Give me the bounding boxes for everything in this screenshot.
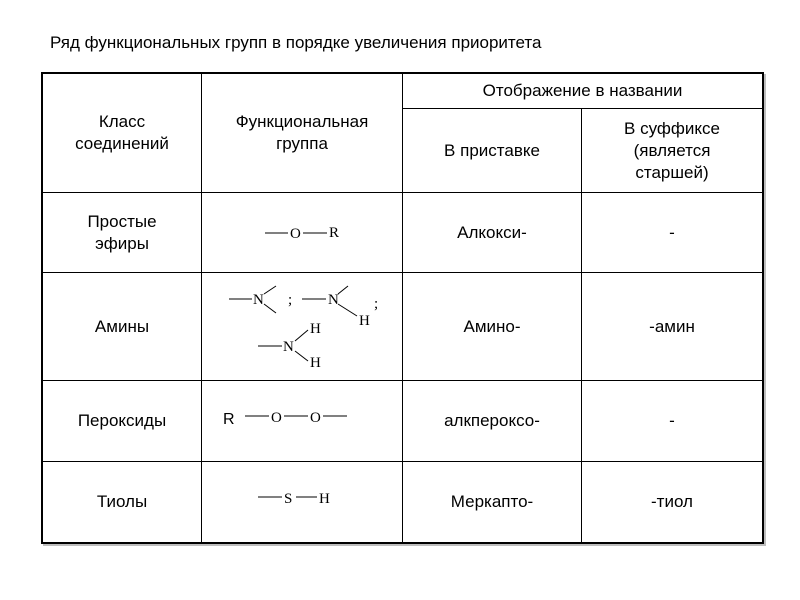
amine-separator: ; — [374, 296, 379, 312]
suffix-text: - — [669, 411, 675, 430]
class-line2: эфиры — [95, 233, 149, 253]
class-line1: Тиолы — [96, 492, 148, 511]
class-line1: Пероксиды — [77, 411, 167, 430]
row-ethers-suffix — [582, 193, 762, 272]
peroxide-oxygen-1: O — [271, 410, 282, 426]
header-class-line1: Класс — [98, 112, 146, 131]
header-suffix-line1: В суффиксе — [624, 118, 720, 138]
header-group-line2: группа — [276, 134, 328, 153]
row-peroxides-class — [43, 381, 201, 461]
suffix-text: - — [669, 222, 675, 242]
header-suffix — [582, 109, 762, 192]
header-suffix-line2: (является — [633, 140, 711, 160]
amine-separator: ; — [288, 292, 293, 308]
row-amines-class — [43, 273, 201, 380]
row-ethers-prefix — [403, 193, 581, 272]
row-amines-suffix — [582, 273, 762, 380]
ether-formula — [202, 193, 402, 272]
suffix-text: -амин — [649, 316, 695, 336]
header-group — [202, 74, 402, 192]
thiol-sulfur: S — [284, 491, 293, 507]
row-ethers-class — [43, 193, 201, 272]
suffix-text: -тиол — [651, 492, 693, 511]
header-suffix-line3: старшей) — [635, 162, 709, 182]
functional-groups-table — [41, 72, 764, 544]
class-line1: Простые — [87, 211, 157, 231]
row-thiols-prefix — [403, 462, 581, 542]
prefix-text: Амино- — [463, 316, 521, 336]
row-peroxides-prefix — [403, 381, 581, 461]
prefix-text: Алкокси- — [457, 222, 527, 242]
header-prefix — [403, 109, 581, 192]
header-naming — [403, 74, 762, 108]
amine-n2: N — [328, 292, 339, 308]
prefix-text: Меркапто- — [450, 492, 534, 511]
row-peroxides-suffix — [582, 381, 762, 461]
row-amines-prefix — [403, 273, 581, 380]
header-class — [43, 74, 201, 192]
header-group-line1: Функциональная — [235, 112, 369, 131]
row-thiols-suffix — [582, 462, 762, 542]
ether-radical: R — [329, 225, 340, 241]
amine-n1: N — [253, 292, 264, 308]
amine-formula — [202, 273, 402, 380]
header-prefix-text: В приставке — [444, 140, 540, 160]
prefix-text: алкпероксо- — [444, 411, 540, 430]
thiol-hydrogen: H — [319, 491, 330, 507]
amine-h2: H — [310, 321, 321, 337]
thiol-formula — [202, 462, 402, 542]
peroxide-oxygen-2: O — [310, 410, 321, 426]
amine-n3: N — [283, 339, 294, 355]
header-naming-text: Отображение в названии — [482, 81, 683, 100]
amine-h3: H — [310, 355, 321, 371]
ether-oxygen: O — [290, 226, 301, 242]
page-title: Ряд функциональных групп в порядке увеличения приоритета — [50, 33, 542, 52]
row-thiols-class — [43, 462, 201, 542]
peroxide-radical: R — [223, 411, 235, 428]
peroxide-formula — [202, 381, 402, 461]
amine-h1: H — [359, 313, 370, 329]
class-line1: Амины — [94, 316, 150, 336]
header-class-line2: соединений — [75, 134, 169, 153]
